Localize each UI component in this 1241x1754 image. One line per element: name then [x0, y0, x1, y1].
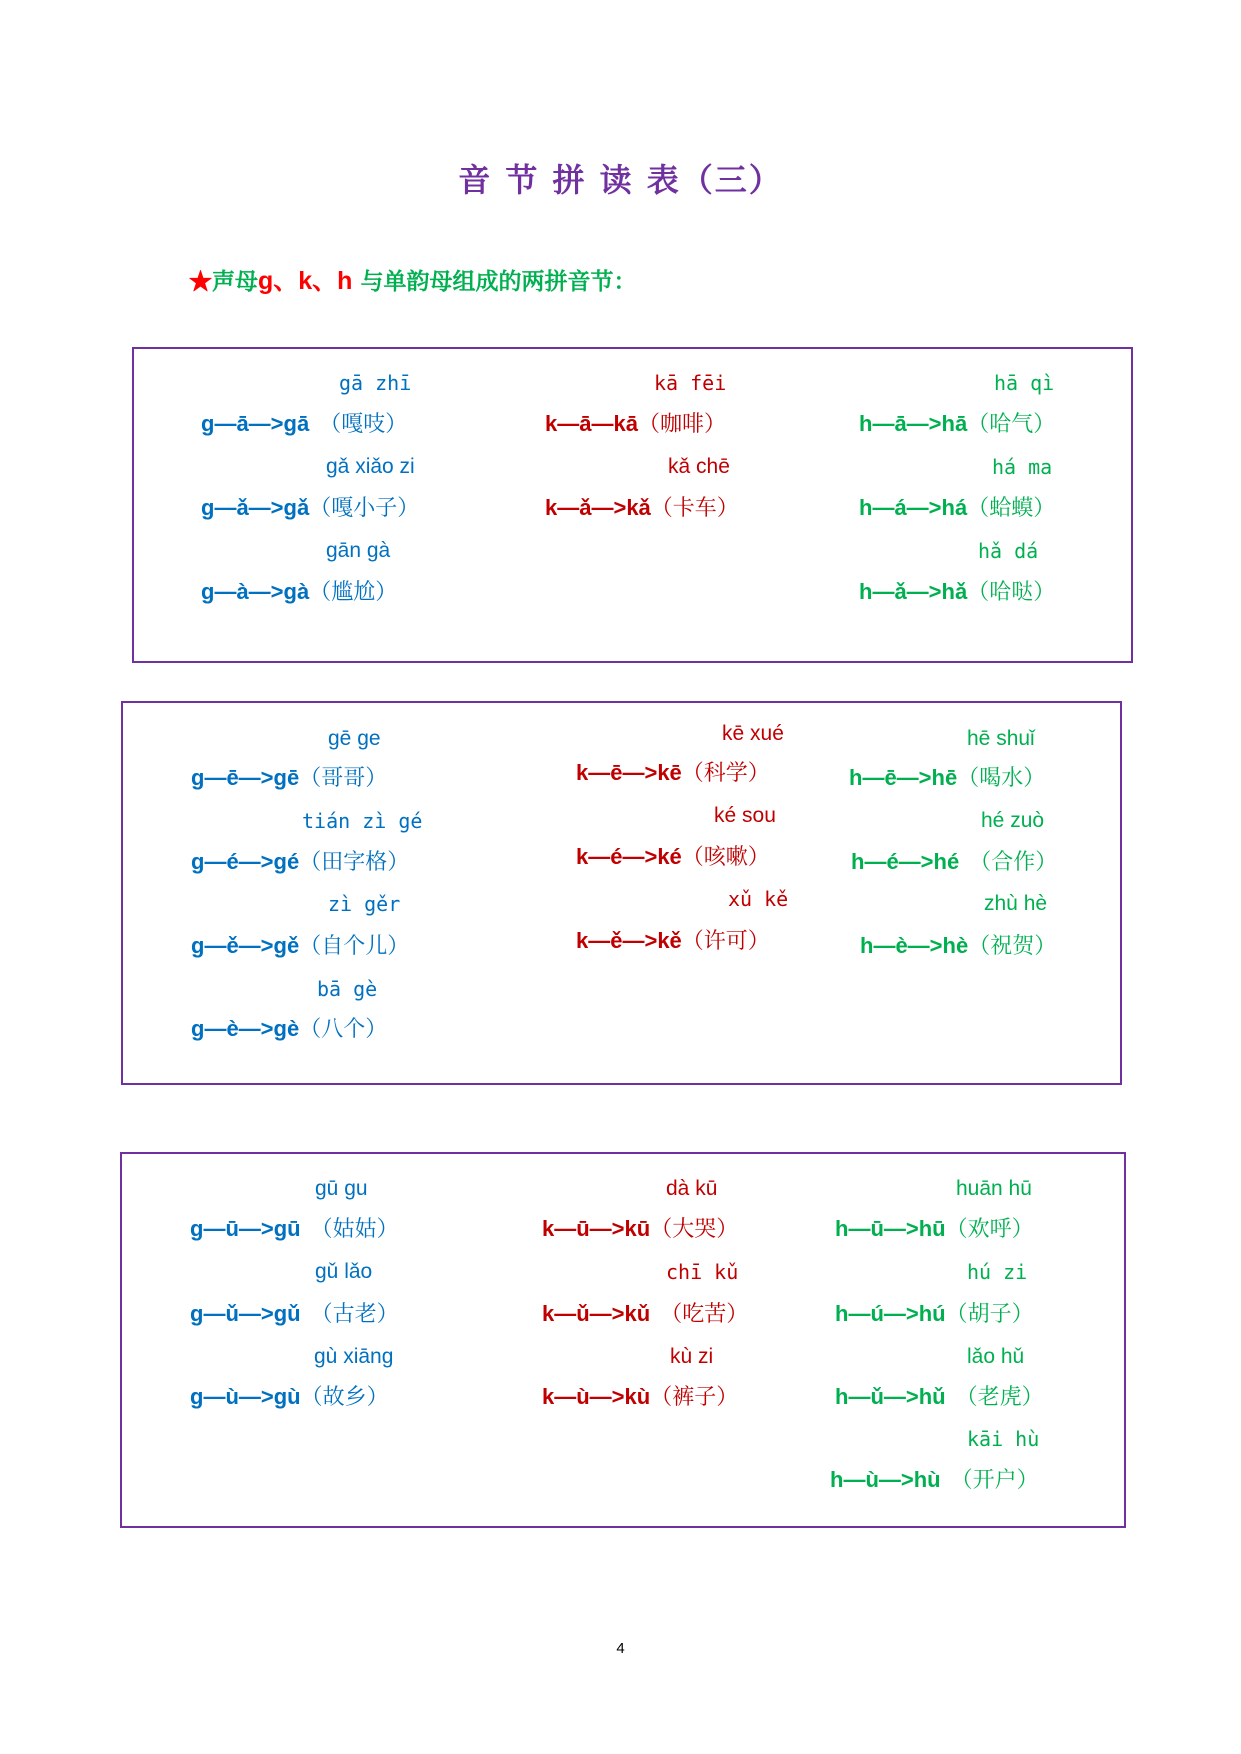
pinyin-line: tián zì gé: [302, 809, 423, 833]
spelling: k—ē—>kē: [576, 760, 682, 785]
spelling: k—ā—kā: [545, 411, 638, 436]
heading-prefix: 声母: [212, 268, 258, 294]
pinyin-line: zhù hè: [984, 892, 1048, 915]
word: （吃苦）: [660, 1301, 749, 1326]
word: （大哭）: [650, 1216, 739, 1241]
spelling: h—ǔ—>hǔ: [835, 1384, 946, 1409]
h-column: [123, 703, 1120, 1083]
pinyin-line: gǔ lǎo: [315, 1260, 373, 1283]
word: （故乡）: [300, 1384, 389, 1409]
pinyin-line: kā fēi: [654, 371, 727, 395]
spelling: g—ě—>gě: [191, 933, 300, 958]
pinyin-line: xǔ kě: [728, 887, 789, 911]
pinyin-line: hú zi: [967, 1260, 1028, 1284]
h-column: [134, 349, 1131, 661]
word: （胡子）: [945, 1301, 1034, 1326]
page-number: 4: [616, 1640, 625, 1657]
word: （嘎吱）: [319, 411, 408, 436]
spelling-line: [859, 493, 1055, 523]
word: （科学）: [681, 760, 770, 785]
spelling: h—ù—>hù: [830, 1467, 941, 1492]
pinyin-line: gē ge: [328, 727, 381, 750]
syllable-box-a: [132, 347, 1133, 663]
pinyin-line: hē shuǐ: [967, 727, 1035, 750]
spelling: g—ù—>gù: [190, 1384, 301, 1409]
word: （尴尬）: [309, 579, 398, 604]
pinyin-line: há ma: [992, 455, 1053, 479]
spelling: h—ǎ—>hǎ: [859, 579, 968, 604]
spelling: h—ē—>hē: [849, 765, 958, 790]
spelling: k—é—>ké: [576, 844, 682, 869]
word: （合作）: [969, 849, 1058, 874]
word: （老虎）: [955, 1384, 1044, 1409]
spelling: g—ā—>gā: [201, 411, 310, 436]
spelling-line: [849, 763, 1045, 793]
spelling: h—è—>hè: [860, 933, 969, 958]
pinyin-line: bā gè: [317, 977, 378, 1001]
star-icon: ★: [189, 268, 212, 294]
word: （咳嗽）: [681, 844, 770, 869]
word: （哈气）: [967, 411, 1056, 436]
spelling: k—ǎ—>kǎ: [545, 495, 651, 520]
spelling-line: [860, 931, 1056, 961]
pinyin-line: gā zhī: [339, 371, 412, 395]
pinyin-line: zì gěr: [328, 892, 401, 916]
word: （哥哥）: [299, 765, 388, 790]
syllable-box-e: [121, 701, 1122, 1085]
spelling: h—ā—>hā: [859, 411, 968, 436]
spelling-line: [859, 577, 1055, 607]
pinyin-line: hǎ dá: [978, 539, 1039, 563]
spelling: h—ú—>hú: [835, 1301, 946, 1326]
pinyin-line: gān gà: [326, 539, 391, 562]
word: （田字格）: [299, 849, 410, 874]
word: （古老）: [310, 1301, 399, 1326]
spelling: k—ū—>kū: [542, 1216, 651, 1241]
spelling: h—ū—>hū: [835, 1216, 946, 1241]
pinyin-line: kù zi: [670, 1345, 714, 1368]
word: （裤子）: [650, 1384, 739, 1409]
word: （祝贺）: [968, 933, 1057, 958]
spelling: h—é—>hé: [851, 849, 960, 874]
page-title: 音 节 拼 读 表（三）: [458, 161, 783, 199]
spelling-line: [835, 1214, 1034, 1244]
word: （嘎小子）: [309, 495, 420, 520]
spelling-line: [830, 1465, 1039, 1495]
h-column: [122, 1154, 1124, 1526]
spelling: k—ě—>kě: [576, 928, 682, 953]
word: （许可）: [681, 928, 770, 953]
word: （姑姑）: [310, 1216, 399, 1241]
heading-suffix: 与单韵母组成的两拼音节：: [360, 268, 637, 294]
pinyin-line: dà kū: [666, 1177, 718, 1200]
word: （咖啡）: [637, 411, 726, 436]
spelling: g—ǔ—>gǔ: [190, 1301, 301, 1326]
word: （蛤蟆）: [967, 495, 1056, 520]
pinyin-line: ké sou: [714, 804, 776, 827]
pinyin-line: gǎ xiǎo zi: [326, 455, 415, 478]
pinyin-line: chī kǔ: [666, 1260, 739, 1284]
spelling: k—ǔ—>kǔ: [542, 1301, 651, 1326]
pinyin-line: hā qì: [994, 371, 1055, 395]
pinyin-line: huān hū: [956, 1177, 1032, 1200]
spelling: k—ù—>kù: [542, 1384, 651, 1409]
pinyin-line: gù xiāng: [314, 1345, 394, 1368]
spelling-line: [835, 1382, 1044, 1412]
word: （欢呼）: [945, 1216, 1034, 1241]
spelling-line: [851, 847, 1057, 877]
word: （哈哒）: [967, 579, 1056, 604]
spelling: g—è—>gè: [191, 1016, 300, 1041]
word: （喝水）: [957, 765, 1046, 790]
word: （开户）: [950, 1467, 1039, 1492]
spelling: h—á—>há: [859, 495, 968, 520]
spelling: g—à—>gà: [201, 579, 310, 604]
spelling-line: [835, 1299, 1034, 1329]
heading-letters: g、k、h: [258, 267, 353, 295]
pinyin-line: kāi hù: [967, 1427, 1040, 1451]
spelling: g—ǎ—>gǎ: [201, 495, 310, 520]
word: （八个）: [299, 1016, 388, 1041]
word: （卡车）: [650, 495, 739, 520]
spelling: g—é—>gé: [191, 849, 300, 874]
pinyin-line: gū gu: [315, 1177, 368, 1200]
pinyin-line: lǎo hǔ: [967, 1345, 1025, 1368]
pinyin-line: kǎ chē: [668, 455, 730, 478]
spelling-line: [859, 409, 1055, 439]
spelling: g—ū—>gū: [190, 1216, 301, 1241]
syllable-box-u: [120, 1152, 1126, 1528]
section-heading: [189, 264, 636, 298]
spelling: g—ē—>gē: [191, 765, 300, 790]
pinyin-line: hé zuò: [981, 809, 1045, 832]
pinyin-line: kē xué: [722, 722, 784, 745]
word: （自个儿）: [299, 933, 410, 958]
